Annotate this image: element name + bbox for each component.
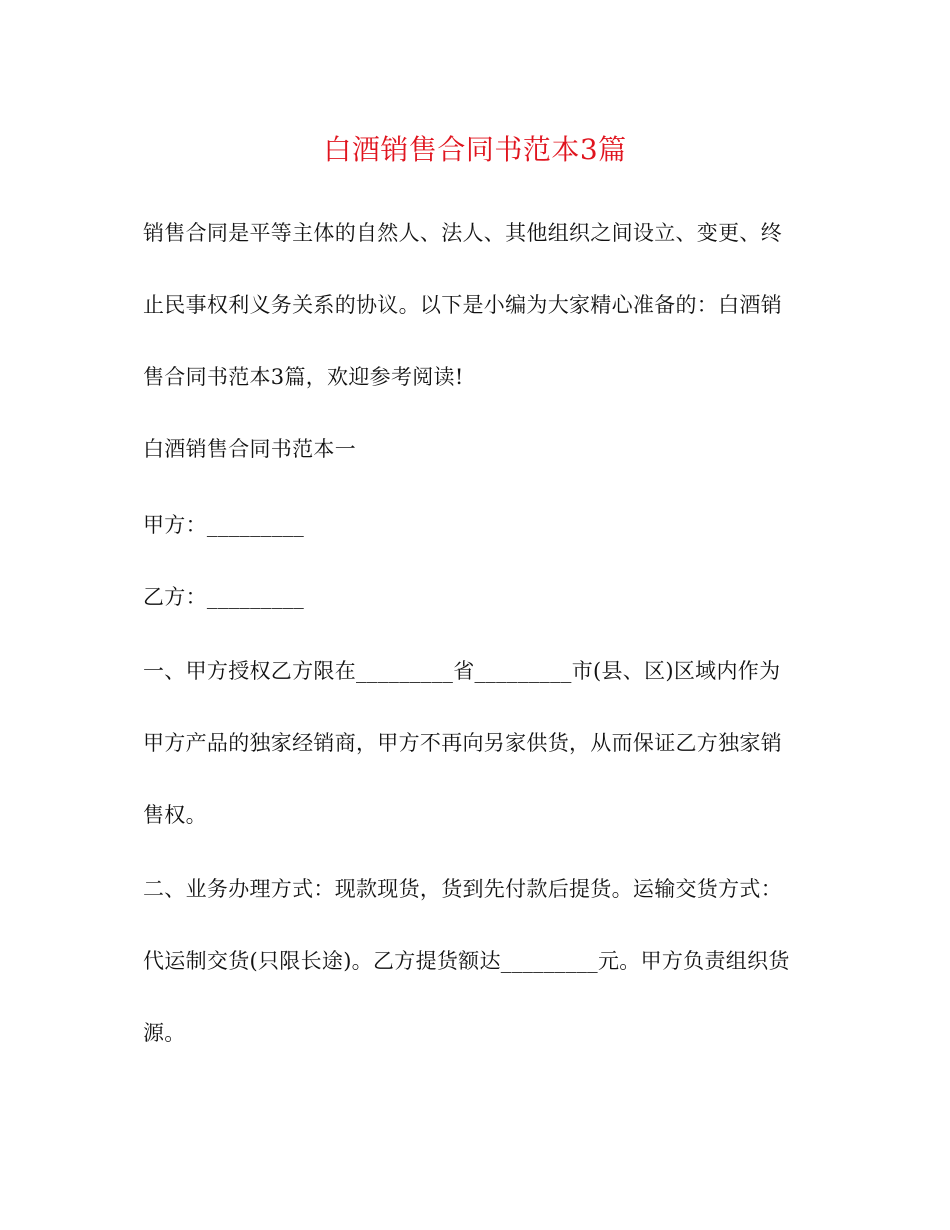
- clause-line: 甲方产品的独家经销商，甲方不再向另家供货，从而保证乙方独家销: [143, 731, 782, 755]
- party-a-line: 甲方：_________: [143, 513, 305, 537]
- paragraph-line: 售合同书范本3篇，欢迎参考阅读!: [143, 365, 464, 389]
- clause-line: 二、业务办理方式：现款现货，货到先付款后提货。运输交货方式：: [143, 877, 782, 901]
- party-b-line: 乙方：_________: [143, 585, 305, 609]
- clause-line: 一、甲方授权乙方限在_________省_________市(县、区)区域内作为: [143, 659, 781, 683]
- paragraph-line: 止民事权利义务关系的协议。以下是小编为大家精心准备的：白酒销: [143, 293, 782, 317]
- clause-line: 售权。: [143, 803, 207, 827]
- clause-line: 源。: [143, 1021, 186, 1045]
- document-title: 白酒销售合同书范本3篇: [323, 133, 627, 166]
- clause-line: 代运制交货(只限长途)。乙方提货额达_________元。甲方负责组织货: [143, 949, 790, 973]
- paragraph-line: 销售合同是平等主体的自然人、法人、其他组织之间设立、变更、终: [143, 221, 782, 245]
- section-heading: 白酒销售合同书范本一: [143, 437, 356, 461]
